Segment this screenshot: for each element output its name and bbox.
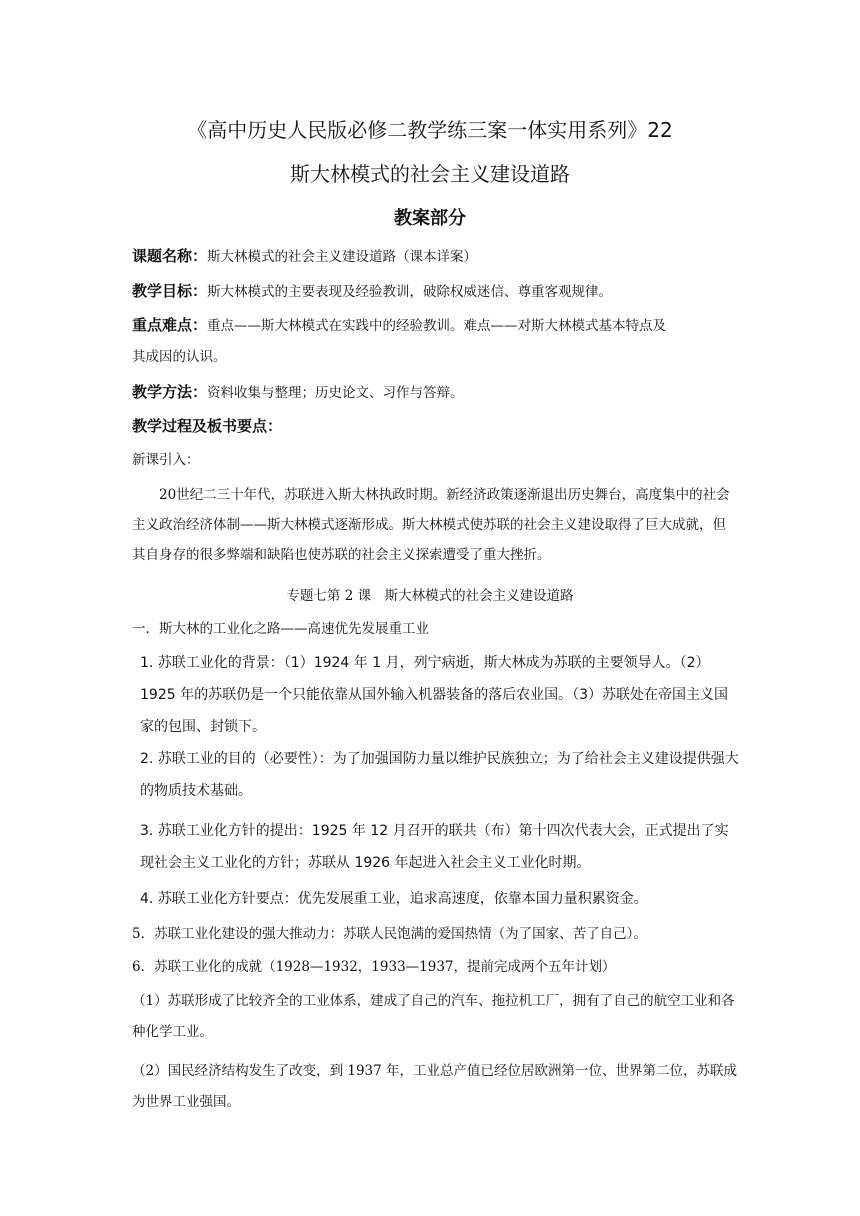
goal-row [132,281,732,302]
lesson-heading: 专题七第 2 课 斯大林模式的社会主义建设道路 [286,588,574,604]
goal-value: 斯大林模式的主要表现及经验教训，破除权威迷信、尊重客观规律。 [207,284,613,300]
lesson-title: 斯大林模式的社会主义建设道路 [290,162,570,186]
sub-point-2: （2）国民经济结构发生了改变，到 1937 年，工业总产值已经位居欧洲第一位、世界第二位，苏联成为世界工业强国。 [132,1063,738,1110]
key-value-line2: 其成因的认识。 [132,349,227,365]
part1-heading: 一．斯大林的工业化之路——高速优先发展重工业 [132,621,429,637]
point-5: 5．苏联工业化建设的强大推动力：苏联人民饱满的爱国热情（为了国家、苦了自己）。 [132,926,647,942]
method-value: 资料收集与整理；历史论文、习作与答辩。 [207,385,464,401]
process-label: 教学过程及板书要点： [132,417,283,435]
process-row [132,416,732,437]
topic-label: 课题名称： [132,247,208,265]
topic-value: 斯大林模式的社会主义建设道路（课本详案） [207,249,478,265]
key-value-line1: 重点——斯大林模式在实践中的经验教训。难点——对斯大林模式基本特点及 [207,318,667,334]
section-title: 教案部分 [394,208,466,229]
point-6: 6．苏联工业化的成就（1928—1932，1933—1937，提前完成两个五年计划） [132,959,616,975]
key-label: 重点难点： [132,316,208,334]
method-label: 教学方法： [132,383,208,401]
key-row [132,315,732,336]
goal-label: 教学目标： [132,282,208,300]
series-title: 《高中历史人民版必修二教学练三案一体实用系列》22 [187,118,673,142]
point-4: 4. 苏联工业化方针要点：优先发展重工业，追求高速度，依靠本国力量积累资金。 [140,891,648,907]
intro-paragraph: 20世纪二三十年代，苏联进入斯大林执政时期。新经济政策逐渐退出历史舞台，高度集中的社会主义政治经济体制——斯大林模式逐渐形成。斯大林模式使苏联的社会主义建设取得了巨大成就，但其自身存的很多弊端和缺陷也使苏联的社会主义探索遭受了重大挫折。 [132,487,730,563]
point-3: 3. 苏联工业化方针的提出：1925 年 12 月召开的联共（布）第十四次代表大会，正式提出了实现社会主义工业化的方针；苏联从 1926 年起进入社会主义工业化时期。 [140,823,729,871]
intro-heading: 新课引入： [132,452,200,468]
topic-row [132,246,732,267]
sub-point-1: （1）苏联形成了比较齐全的工业体系，建成了自己的汽车、拖拉机工厂，拥有了自己的航空工业和各种化学工业。 [132,993,735,1040]
point-2: 2. 苏联工业的目的（必要性）：为了加强国防力量以维护民族独立；为了给社会主义建设提供强大的物质技术基础。 [140,751,739,799]
method-row [132,382,732,403]
point-1: 1. 苏联工业化的背景：（1）1924 年 1 月，列宁病逝，斯大林成为苏联的主要领导人。（2）1925 年的苏联仍是一个只能依靠从国外输入机器装备的落后农业国。（3）苏联处在帝国主义国家的包围、封锁下。 [140,655,728,735]
